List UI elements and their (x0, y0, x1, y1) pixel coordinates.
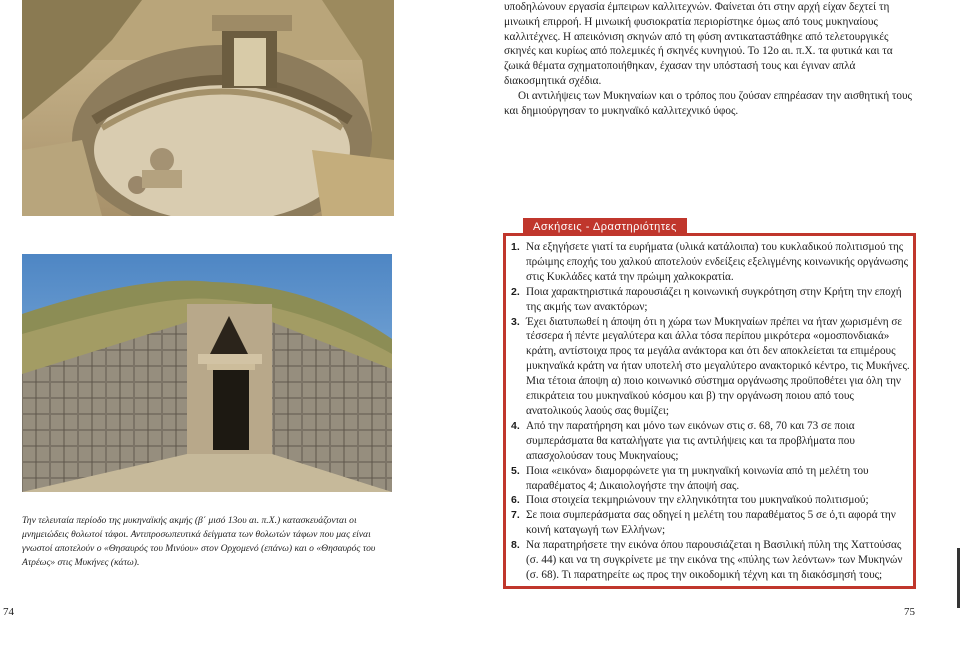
exercise-number: 3. (511, 315, 520, 328)
page-number-left: 74 (3, 606, 14, 618)
exercise-item (511, 508, 911, 538)
exercise-number: 7. (511, 509, 520, 522)
exercise-number: 5. (511, 464, 520, 477)
exercise-item (511, 315, 911, 419)
paragraph: Οι αντιλήψεις των Μυκηναίων και ο τρόπος που ζούσαν επηρέασαν την αισθητική τους και δημιούργησαν το μυκηναϊκό καλλιτεχνικό ύφος. (504, 89, 912, 117)
exercise-number: 2. (511, 285, 520, 298)
exercise-text: Ποια «εικόνα» διαμορφώνετε για τη μυκηναϊκή κοινωνία από τη μελέτη του παραθέματος 4; Δικαιολογήστε την άποψή σας. (526, 464, 869, 492)
exercise-item (511, 285, 911, 315)
exercise-text: Ποια στοιχεία τεκμηριώνουν την ελληνικότητα του μυκηναϊκού πολιτισμού; (526, 494, 869, 507)
figure-caption: Την τελευταία περίοδο της μυκηναϊκής ακμής (β΄ μισό 13ου αι. π.Χ.) κατασκευάζονται οι μνημειώδεις θολωτοί τάφοι. Αντιπροσωπευτικά δείγματα των θολωτών τάφων που μας είναι γνωστοί αποτελούν ο «Θησαυρός του Μινύου» στον Ορχομενό (επάνω) και ο «Θησαυρός του Ατρέως» στις Μυκήνες (κάτω). (22, 515, 376, 568)
exercise-text: Από την παρατήρηση και μόνο των εικόνων στις σ. 68, 70 και 73 σε ποια συμπεράσματα θα καταλήγατε για τις αντιλήψεις και τα προβλήματα που απασχολούσαν τους Μυκηναίους; (526, 419, 855, 462)
body-text (504, 0, 912, 118)
exercise-text: Να εξηγήσετε γιατί τα ευρήματα (υλικά κατάλοιπα) του κυκλαδικού πολιτισμού της πρώιμης εποχής του χαλκού αποτελούν ενδείξεις εξελιγμένης κοινωνικής οργάνωσης στις Κυκλάδες κατά την πρώιμη χαλκοκρατία. (526, 241, 909, 283)
exercise-item (511, 240, 911, 285)
exercise-number: 4. (511, 419, 520, 432)
page-number-right: 75 (904, 606, 915, 618)
exercise-item (511, 464, 911, 494)
exercise-text: Να παρατηρήσετε την εικόνα όπου παρουσιάζεται η Βασιλική πύλη της Χαττούσας (σ. 44) και να τη συγκρίνετε με την εικόνα της «πύλης των λεόντων» των Μυκηνών (σ. 68). Τι παρατηρείτε ως προς την οικοδομική τέχνη και τη διακόσμησή τους; (526, 539, 903, 581)
exercise-item (511, 419, 911, 464)
exercise-number: 1. (511, 241, 520, 253)
exercise-text: Έχει διατυπωθεί η άποψη ότι η χώρα των Μυκηναίων πρέπει να ήταν χωρισμένη σε τέσσερα ή πέντε μεγαλύτερα και άλλα τόσα περίπου μικρότερα «ομοσπονδιακά» κράτη, αντίστοιχα προς τα μεγάλα ανάκτορα και ότι δεν αποκλείεται τα επιμέρους μυκηναϊκά κράτη να ήταν υποτελή στο μεγαλύτερο ανακτορικό κέντρο, τις Μυκήνες. Μια τέτοια άποψη α) ποιο κοινωνικό σύστημα οργάνωσης προϋποθέτει για όλη την επικράτεια του μυκηναϊκού κόσμου και β) την οργάνωση ποιου από τους ανατολικούς λαούς σας θυμίζει; (526, 315, 910, 417)
exercise-item (511, 493, 911, 508)
exercises-title: Ασκήσεις - Δραστηριότητες (523, 218, 687, 236)
exercise-item (511, 538, 911, 583)
photo-treasury-of-minyas (22, 0, 394, 216)
exercise-number: 6. (511, 494, 520, 507)
exercise-number: 8. (511, 539, 520, 552)
exercise-text: Ποια χαρακτηριστικά παρουσιάζει η κοινωνική συγκρότηση στην Κρήτη την εποχή της ακμής των ανακτόρων; (526, 285, 902, 313)
photo-treasury-of-atreus (22, 254, 392, 492)
paragraph: υποδηλώνουν εργασία έμπειρων καλλιτεχνών. Φαίνεται ότι στην αρχή είχαν δεχτεί τη μινωική επιρροή. Η μινωική φυσιοκρατία περιορίστηκε όμως από τους μυκηναίους καλλιτέχνες. Η απεικόνιση σκηνών από τη φύση αντικαταστάθηκε από τελετουργικές σκηνές και κυρίως από πολεμικές ή σκηνές κυνηγιού. Το 12ο αι. π.Χ. τα φυτικά και τα ζωικά θέματα σχηματοποιήθηκαν, έχασαν την υπόστασή τους και έγιναν απλά διακοσμητικά σχέδια. (504, 1, 893, 87)
exercises-list (511, 240, 911, 583)
exercise-text: Σε ποια συμπεράσματα σας οδηγεί η μελέτη του παραθέματος 5 σε ό,τι αφορά την κοινή καταγωγή των Ελλήνων; (526, 509, 896, 537)
